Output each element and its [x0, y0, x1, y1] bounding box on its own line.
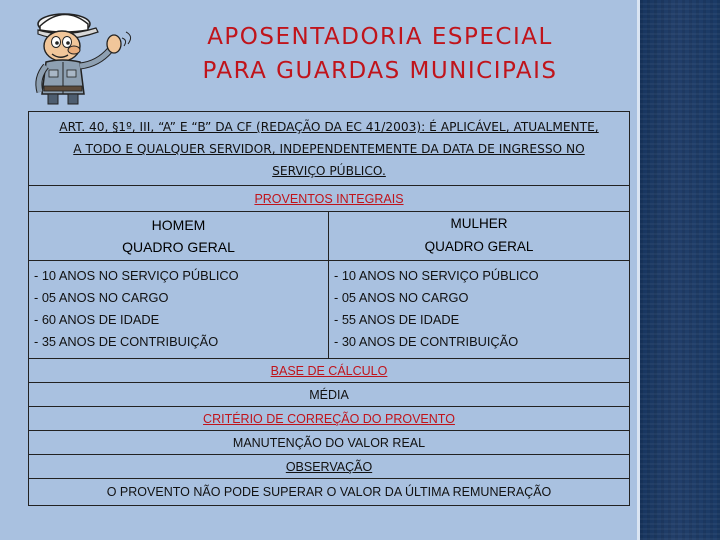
article-box [28, 111, 630, 186]
base-calculo-label-row [28, 359, 630, 383]
list-item: - 60 ANOS DE IDADE [34, 312, 160, 327]
base-calculo-value: MÉDIA [309, 388, 349, 402]
mulher-requirements [329, 261, 629, 358]
article-line-2: A TODO E QUALQUER SERVIDOR, INDEPENDENTEMENTE DA DATA DE INGRESSO NO [73, 142, 585, 156]
guard-mascot-waving-icon [18, 4, 138, 108]
list-item: - 05 ANOS NO CARGO [334, 290, 469, 305]
observacao-value: O PROVENTO NÃO PODE SUPERAR O VALOR DA ÚLTIMA REMUNERAÇÃO [106, 485, 552, 499]
list-item: - 10 ANOS NO SERVIÇO PÚBLICO [34, 268, 239, 283]
observacao-label: OBSERVAÇÃO [285, 460, 373, 474]
observacao-value-row [28, 479, 630, 506]
page-title [150, 20, 610, 88]
homem-requirements [29, 261, 329, 358]
list-item: - 55 ANOS DE IDADE [334, 312, 460, 327]
requirements-table [28, 212, 630, 359]
list-item: - 10 ANOS NO SERVIÇO PÚBLICO [334, 268, 539, 283]
article-line-3: SERVIÇO PÚBLICO. [272, 164, 386, 178]
criterio-label-row [28, 407, 630, 431]
article-line-1: ART. 40, §1º, III, “A” E “B” DA CF (REDAÇÃO DA EC 41/2003): É APLICÁVEL, ATUALMENTE, [59, 120, 599, 134]
homem-heading: HOMEM [151, 217, 206, 233]
mulher-heading: MULHER [450, 216, 508, 231]
list-item: - 35 ANOS DE CONTRIBUIÇÃO [34, 334, 219, 349]
proventos-row [28, 186, 630, 212]
base-calculo-label: BASE DE CÁLCULO [270, 364, 388, 378]
title-line-2: PARA GUARDAS MUNICIPAIS [202, 58, 558, 84]
list-item: - 05 ANOS NO CARGO [34, 290, 169, 305]
title-line-1: APOSENTADORIA ESPECIAL [207, 24, 553, 50]
proventos-label: PROVENTOS INTEGRAIS [254, 192, 404, 206]
base-calculo-value-row [28, 383, 630, 407]
mulher-header [329, 212, 629, 261]
list-item: - 30 ANOS DE CONTRIBUIÇÃO [334, 334, 519, 349]
decorative-side-panel [640, 0, 720, 540]
homem-header [29, 212, 329, 261]
homem-subheading: QUADRO GERAL [122, 239, 235, 255]
mulher-subheading: QUADRO GERAL [424, 239, 534, 254]
criterio-value: MANUTENÇÃO DO VALOR REAL [232, 436, 426, 450]
observacao-label-row [28, 455, 630, 479]
criterio-label: CRITÉRIO DE CORREÇÃO DO PROVENTO [203, 412, 455, 426]
criterio-value-row [28, 431, 630, 455]
